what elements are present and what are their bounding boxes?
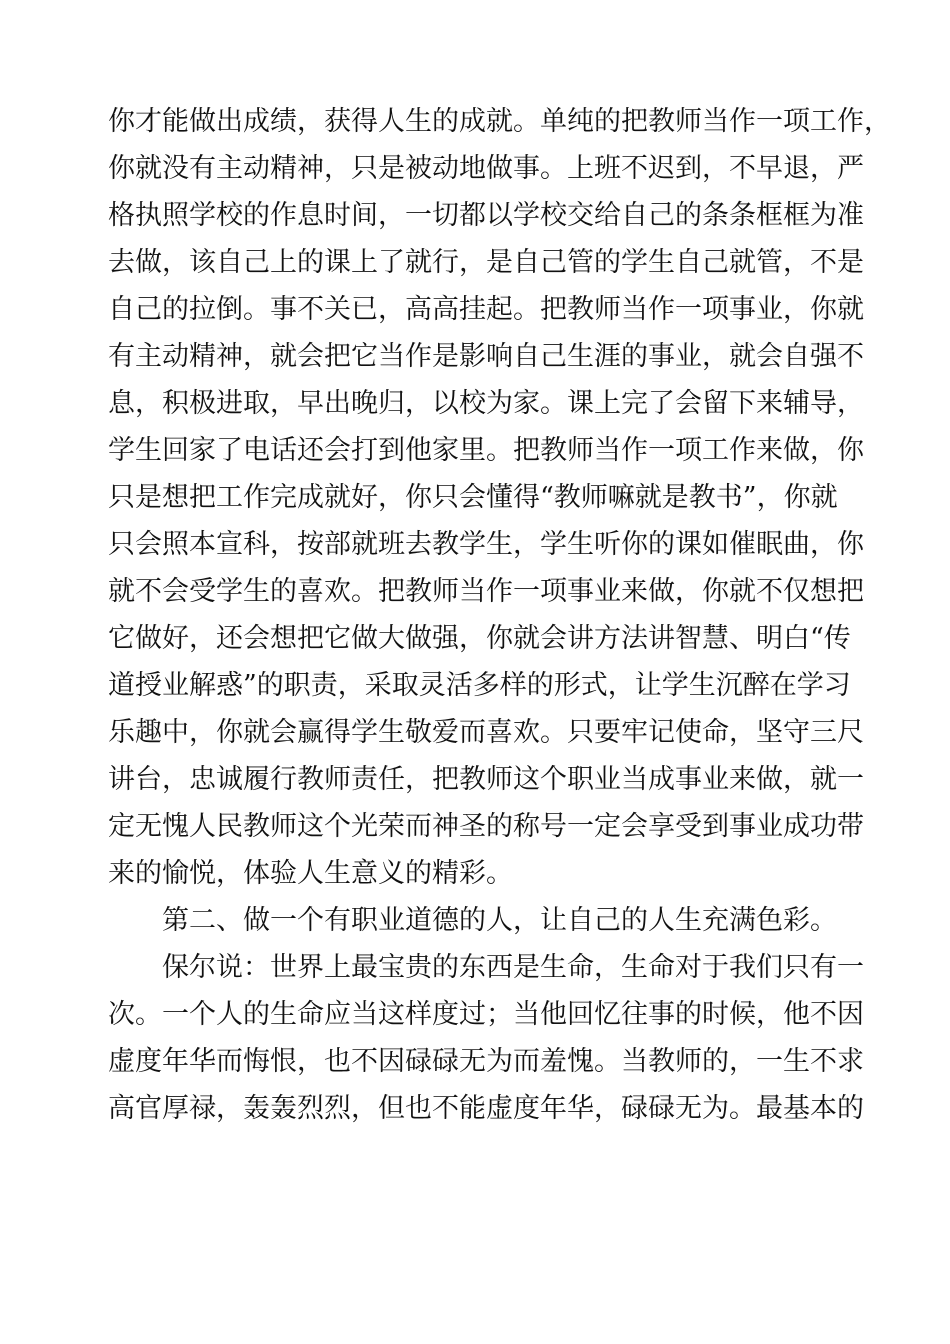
text-line: 次。一个人的生命应当这样度过；当他回忆往事的时候，他不因 [108,999,864,1030]
text-line: 定无愧人民教师这个光荣而神圣的称号一定会享受到事业成功带 [108,811,864,842]
section-heading-line: 第二、做一个有职业道德的人，让自己的人生充满色彩。 [162,905,837,936]
text-line: 乐趣中，你就会赢得学生敬爱而喜欢。只要牢记使命，坚守三尺 [108,717,864,748]
body-text [108,98,891,1132]
text-line: 学生回家了电话还会打到他家里。把教师当作一项工作来做，你 [108,435,864,466]
text-line: 息，积极进取，早出晚归，以校为家。课上完了会留下来辅导， [108,388,864,419]
text-line: 只是想把工作完成就好，你只会懂得“教师嘛就是教书”，你就 [108,482,838,513]
text-line: 你才能做出成绩，获得人生的成就。单纯的把教师当作一项工作， [108,106,891,137]
paragraph-first-line: 保尔说：世界上最宝贵的东西是生命，生命对于我们只有一 [162,952,864,983]
text-line: 去做，该自己上的课上了就行，是自己管的学生自己就管，不是 [108,247,864,278]
text-line: 讲台，忠诚履行教师责任，把教师这个职业当成事业来做，就一 [108,764,864,795]
text-line: 它做好，还会想把它做大做强，你就会讲方法讲智慧、明白“传 [108,623,851,654]
text-line: 自己的拉倒。事不关已，高高挂起。把教师当作一项事业，你就 [108,294,864,325]
text-line: 你就没有主动精神，只是被动地做事。上班不迟到，不早退，严 [108,153,864,184]
text-line: 就不会受学生的喜欢。把教师当作一项事业来做，你就不仅想把 [108,576,864,607]
text-line: 格执照学校的作息时间，一切都以学校交给自己的条条框框为准 [108,200,864,231]
text-line: 来的愉悦，体验人生意义的精彩。 [108,858,513,889]
text-line: 道授业解惑”的职责，采取灵活多样的形式，让学生沉醉在学习 [108,670,851,701]
text-line: 有主动精神，就会把它当作是影响自己生涯的事业，就会自强不 [108,341,864,372]
text-line: 只会照本宣科，按部就班去教学生，学生听你的课如催眠曲，你 [108,529,864,560]
text-line: 虚度年华而悔恨，也不因碌碌无为而羞愧。当教师的，一生不求 [108,1046,864,1077]
text-line: 高官厚禄，轰轰烈烈，但也不能虚度年华，碌碌无为。最基本的 [108,1093,864,1124]
